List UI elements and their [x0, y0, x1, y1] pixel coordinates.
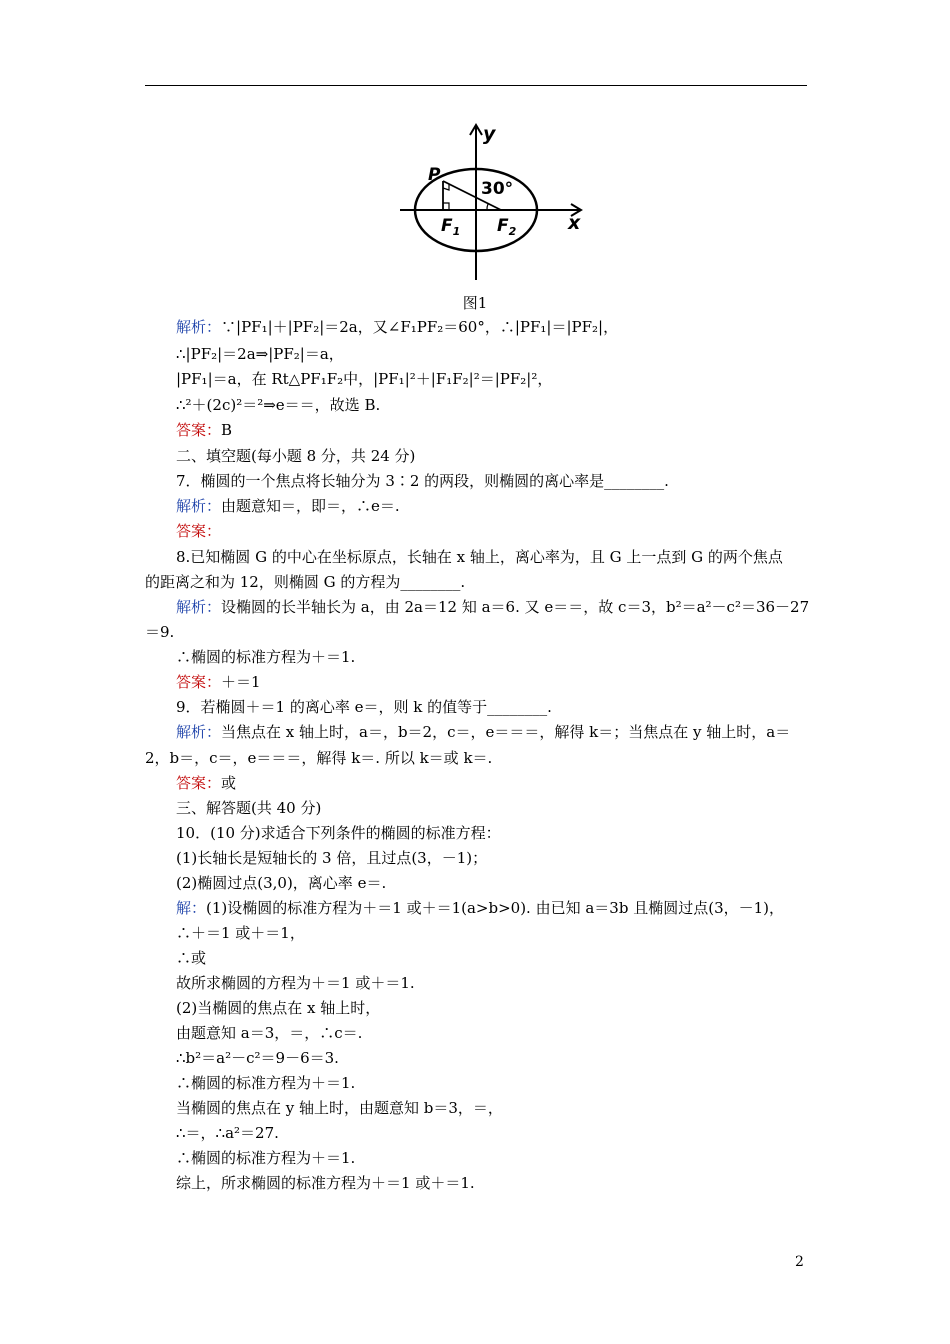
line-text: ∴＋＝1 或＋＝1， [176, 924, 305, 942]
answer-label: 答案： [176, 421, 222, 439]
line-text: ∵|PF₁|＋|PF₂|＝2a，又∠F₁PF₂＝60°，∴|PF₁|＝|PF₂|， [221, 318, 619, 336]
line-text: ∴或 [176, 949, 207, 967]
text-line [176, 723, 790, 741]
text-line [176, 949, 206, 967]
text-line [176, 999, 380, 1017]
line-text: B [221, 421, 233, 439]
focus-f1-label: $F_1$ [441, 216, 461, 238]
answer-label: 答案： [176, 673, 222, 691]
point-p-label: P [428, 165, 441, 185]
text-line [176, 370, 552, 388]
line-text: 的距离之和为 12，则椭圆 G 的方程为________. [145, 573, 466, 591]
line-text: |PF₁|＝a，在 Rt△PF₁F₂中，|PF₁|²＋|F₁F₂|²＝|PF₂|²， [176, 370, 553, 388]
text-line [176, 924, 305, 942]
analysis-label: 解析： [176, 497, 222, 515]
analysis-label: 解析： [176, 598, 222, 616]
line-text: (1)设椭圆的标准方程为＋＝1 或＋＝1(a>b>0). 由已知 a＝3b 且椭圆过点(3，－1)， [206, 899, 785, 917]
text-line [176, 598, 809, 616]
header-rule [145, 85, 807, 86]
text-line [176, 421, 232, 439]
line-text: 当焦点在 x 轴上时，a＝，b＝2，c＝，e＝＝＝，解得 k＝；当焦点在 y 轴上时，a＝ [221, 723, 791, 741]
line-text: ∴椭圆的标准方程为＋＝1. [176, 1074, 356, 1092]
line-text: 二、填空题(每小题 8 分，共 24 分) [176, 447, 416, 465]
figure-caption: 图1 [462, 294, 488, 312]
text-line [176, 548, 783, 566]
text-line [176, 1099, 503, 1117]
line-text: 由题意知＝，即＝，∴e＝. [221, 497, 400, 515]
text-line [176, 318, 618, 336]
text-line [176, 396, 380, 414]
line-text: 7．椭圆的一个焦点将长轴分为 3∶2 的两段，则椭圆的离心率是________. [176, 472, 669, 490]
text-line [176, 648, 355, 666]
text-line [176, 899, 784, 917]
text-line [176, 974, 415, 992]
text-line [176, 447, 415, 465]
line-text: 设椭圆的长半轴长为 a，由 2a＝12 知 a＝6. 又 e＝＝，故 c＝3，b²＝a²－c²＝36－27 [221, 598, 810, 616]
analysis-label: 解析： [176, 318, 222, 336]
line-text: 三、解答题(共 40 分) [176, 799, 322, 817]
text-line [176, 849, 487, 867]
text-line [176, 824, 501, 842]
text-line [176, 1049, 339, 1067]
line-text: 2，b＝，c＝，e＝＝＝，解得 k＝. 所以 k＝或 k＝. [145, 749, 493, 767]
text-line [176, 1074, 355, 1092]
line-text: ＝9. [145, 623, 175, 641]
text-line [145, 749, 492, 767]
text-line [176, 497, 400, 515]
line-text: 当椭圆的焦点在 y 轴上时，由题意知 b＝3，＝， [176, 1099, 503, 1117]
analysis-label: 解： [176, 899, 207, 917]
line-text: 综上，所求椭圆的标准方程为＋＝1 或＋＝1. [176, 1174, 475, 1192]
text-line [145, 623, 174, 641]
text-line [145, 573, 465, 591]
line-text: ∴＝，∴a²＝27. [176, 1124, 279, 1142]
line-text: 由题意知 a＝3，＝，∴c＝. [176, 1024, 363, 1042]
text-line [176, 1024, 362, 1042]
text-line [176, 1124, 279, 1142]
y-axis-label: y [483, 123, 496, 145]
text-line [176, 472, 669, 490]
line-text: 9．若椭圆＋＝1 的离心率 e＝，则 k 的值等于________. [176, 698, 552, 716]
text-line [176, 874, 386, 892]
line-text: 故所求椭圆的方程为＋＝1 或＋＝1. [176, 974, 415, 992]
text-line [176, 1149, 355, 1167]
line-text: (2)当椭圆的焦点在 x 轴上时， [176, 999, 381, 1017]
answer-label: 答案： [176, 774, 222, 792]
line-text: ∴|PF₂|＝2a⇒|PF₂|＝a， [176, 345, 344, 363]
analysis-label: 解析： [176, 723, 222, 741]
line-text: ∴椭圆的标准方程为＋＝1. [176, 648, 356, 666]
line-text: (1)长轴长是短轴长的 3 倍，且过点(3，－1)； [176, 849, 488, 867]
line-text: ＋＝1 [221, 673, 261, 691]
text-line [176, 1174, 475, 1192]
line-text: ∴椭圆的标准方程为＋＝1. [176, 1149, 356, 1167]
text-line [176, 522, 221, 540]
line-text: (2)椭圆过点(3,0)，离心率 e＝. [176, 874, 387, 892]
line-text: 或 [221, 774, 237, 792]
x-axis-label: x [568, 212, 581, 234]
text-line [176, 345, 344, 363]
answer-label: 答案： [176, 522, 222, 540]
text-line [176, 774, 236, 792]
page-number: 2 [795, 1254, 804, 1270]
focus-f2-label: $F_2$ [497, 216, 517, 238]
text-line [176, 673, 261, 691]
angle-label: 30° [481, 179, 514, 199]
line-text: ∴b²＝a²－c²＝9－6＝3. [176, 1049, 339, 1067]
text-line [176, 799, 321, 817]
ellipse-figure [395, 118, 595, 288]
text-line [176, 698, 552, 716]
line-text: 10．(10 分)求适合下列条件的椭圆的标准方程： [176, 824, 501, 842]
line-text: 8.已知椭圆 G 的中心在坐标原点，长轴在 x 轴上，离心率为，且 G 上一点到 G 的两个焦点 [176, 548, 783, 566]
line-text: ∴²＋(2c)²＝²⇒e＝＝，故选 B. [176, 396, 381, 414]
